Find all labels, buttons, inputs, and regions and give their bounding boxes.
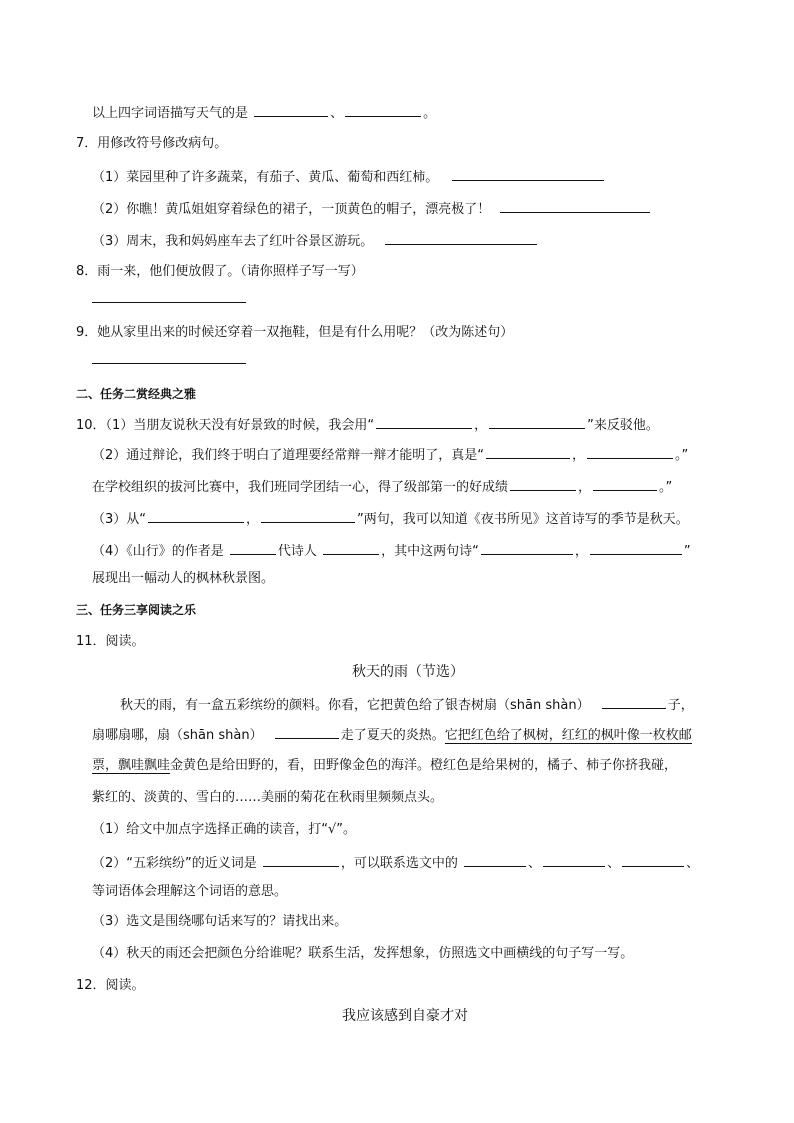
question-10-part-2b: 在学校组织的拔河比赛中，我们班同学团结一心，得了级部第一的好成绩 ， 。” — [92, 480, 673, 495]
question-10-part-3: （3）从“ ， ”两句，我可以知道《夜书所见》这首诗写的季节是秋天。 — [92, 512, 689, 527]
answer-blank[interactable] — [275, 726, 339, 739]
answer-blank[interactable] — [593, 478, 657, 491]
question-10-part-4b: 展现出一幅动人的枫林秋景图。 — [92, 571, 275, 586]
question-11-sub-2b: 等词语体会理解这个词语的意思。 — [92, 884, 288, 899]
answer-blank[interactable] — [590, 542, 682, 555]
answer-blank[interactable] — [486, 446, 570, 459]
question-10-part-2: （2）通过辩论，我们终于明白了道理要经常辩一辩才能明了，真是“ ， 。” — [92, 448, 689, 463]
answer-blank[interactable] — [500, 200, 650, 213]
section-3-heading: 三、任务三享阅读之乐 — [76, 603, 197, 617]
question-8-answer — [92, 290, 246, 308]
answer-blank[interactable] — [345, 104, 421, 117]
passage-title-2: 我应该感到自豪才对 — [342, 1008, 468, 1024]
question-9-title: 9．她从家里出来的时候还穿着一双拖鞋，但是有什么用呢？（改为陈述句） — [76, 325, 514, 340]
answer-blank[interactable] — [385, 232, 537, 245]
answer-blank[interactable] — [622, 854, 684, 867]
question-7-sentence-3: （3）周末，我和妈妈座车去了红叶谷景区游玩。 — [92, 232, 539, 250]
question-10-part-4: （4）《山行》的作者是 代诗人 ，其中这两句诗“ ， ” — [92, 544, 691, 559]
answer-blank[interactable] — [148, 510, 244, 523]
q6-line: 以上四字词语描写天气的是 、 。 — [92, 106, 437, 121]
answer-blank[interactable] — [587, 446, 673, 459]
passage-line-4: 紫红的、淡黄的、雪白的……美丽的菊花在秋雨里频频点头。 — [92, 790, 444, 805]
question-7-title: 7．用修改符号修改病句。 — [76, 136, 228, 151]
question-9-answer — [92, 351, 246, 369]
question-12-title: 12．阅读。 — [76, 978, 145, 993]
question-7-sentence-1: （1）菜园里种了许多蔬菜，有茄子、黄瓜、葡萄和西红柿。 — [92, 168, 606, 186]
answer-blank[interactable] — [92, 290, 246, 303]
question-11-sub-1: （1）给文中加点字选择正确的读音，打“√”。 — [92, 822, 357, 837]
answer-blank[interactable] — [323, 542, 379, 555]
answer-blank[interactable] — [481, 542, 573, 555]
answer-blank[interactable] — [452, 168, 604, 181]
answer-blank[interactable] — [263, 854, 339, 867]
answer-blank[interactable] — [543, 854, 605, 867]
underlined-sentence: 票，飘哇飘哇 — [92, 758, 171, 773]
question-11-sub-2: （2）“五彩缤纷”的近义词是 ，可以联系选文中的 、 、 、 — [92, 856, 700, 871]
question-10-part-1: 10．（1）当朋友说秋天没有好景致的时候，我会用“ ， ”来反驳他。 — [76, 418, 659, 433]
question-11-title: 11．阅读。 — [76, 634, 145, 649]
underlined-sentence: 它把红色给了枫树，红红的枫叶像一枚枚邮 — [444, 728, 692, 743]
answer-blank[interactable] — [254, 104, 328, 117]
answer-blank[interactable] — [510, 478, 576, 491]
question-11-sub-3: （3）选文是围绕哪句话来写的？请找出来。 — [92, 914, 348, 929]
question-11-sub-4: （4）秋天的雨还会把颜色分给谁呢？联系生活，发挥想象，仿照选文中画横线的句子写一写。 — [92, 946, 634, 961]
passage-line-2: 扇哪扇哪，扇（shān shàn） 走了夏天的炎热。它把红色给了枫树，红红的枫叶像一枚枚邮 — [92, 728, 692, 743]
question-7-sentence-2: （2）你瞧！黄瓜姐姐穿着绿色的裙子，一顶黄色的帽子，漂亮极了！ — [92, 200, 652, 218]
question-8-title: 8．雨一来，他们便放假了。（请你照样子写一写） — [76, 264, 364, 279]
passage-line-3: 票，飘哇飘哇金黄色是给田野的，看，田野像金色的海洋。橙红色是给果树的，橘子、柿子你挤我碰， — [92, 758, 678, 773]
passage-title: 秋天的雨（节选） — [352, 664, 464, 680]
answer-blank[interactable] — [602, 696, 666, 709]
section-2-heading: 二、任务二赏经典之雅 — [76, 387, 197, 401]
answer-blank[interactable] — [261, 510, 355, 523]
answer-blank[interactable] — [376, 416, 472, 429]
passage-line-1: 秋天的雨，有一盒五彩缤纷的颜料。你看，它把黄色给了银杏树扇（shān shàn） 子， — [120, 698, 694, 713]
answer-blank[interactable] — [489, 416, 585, 429]
answer-blank[interactable] — [464, 854, 526, 867]
answer-blank[interactable] — [92, 351, 246, 364]
answer-blank[interactable] — [230, 542, 276, 555]
